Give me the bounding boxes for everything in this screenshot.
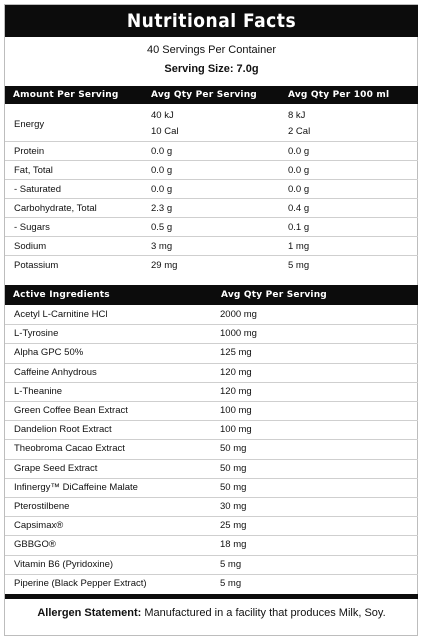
nutrient-per-serving: 2.3 g <box>151 203 173 214</box>
nutrient-per-100ml: 8 kJ <box>288 110 306 121</box>
row-divider <box>5 343 418 344</box>
header-avg-qty-per-100ml: Avg Qty Per 100 ml <box>288 90 390 100</box>
row-divider <box>5 217 418 218</box>
ingredient-qty: 1000 mg <box>220 328 257 339</box>
row-divider <box>5 516 418 517</box>
row-divider <box>5 382 418 383</box>
row-divider <box>5 179 418 180</box>
nutrient-name: Fat, Total <box>14 165 53 176</box>
row-divider <box>5 141 418 142</box>
ingredient-qty: 25 mg <box>220 520 247 531</box>
ingredient-name: Pterostilbene <box>14 501 70 512</box>
nutrient-per-serving: 40 kJ <box>151 110 174 121</box>
nutrient-per-serving: 0.0 g <box>151 184 173 195</box>
ingredient-name: Grape Seed Extract <box>14 463 98 474</box>
nutrient-per-100ml: 0.1 g <box>288 222 310 233</box>
nutrient-name: Sodium <box>14 241 47 252</box>
ingredient-qty: 5 mg <box>220 559 242 570</box>
ingredient-name: Capsimax® <box>14 520 64 531</box>
ingredient-qty: 50 mg <box>220 443 247 454</box>
row-divider <box>5 324 418 325</box>
nutrient-per-100ml-cal: 2 Cal <box>288 126 311 137</box>
ingredient-name: L-Tyrosine <box>14 328 59 339</box>
nutrient-per-serving: 0.5 g <box>151 222 173 233</box>
nutrient-per-100ml: 0.0 g <box>288 146 310 157</box>
row-divider <box>5 401 418 402</box>
row-divider <box>5 198 418 199</box>
ingredient-qty: 50 mg <box>220 482 247 493</box>
ingredient-qty: 120 mg <box>220 367 252 378</box>
ingredient-qty: 5 mg <box>220 578 242 589</box>
allergen-statement <box>5 607 418 619</box>
row-divider <box>5 160 418 161</box>
ingredient-name: Theobroma Cacao Extract <box>14 443 125 454</box>
allergen-divider <box>5 594 418 599</box>
allergen-text: Manufactured in a facility that produces Milk, Soy. <box>141 607 386 619</box>
nutrient-per-100ml: 0.0 g <box>288 165 310 176</box>
row-divider <box>5 363 418 364</box>
nutrient-name: Potassium <box>14 260 59 271</box>
nutrient-name: Energy <box>14 119 45 130</box>
header-active-ingredients: Active Ingredients <box>13 290 110 300</box>
row-divider <box>5 535 418 536</box>
ingredient-qty: 100 mg <box>220 405 252 416</box>
ingredient-qty: 120 mg <box>220 386 252 397</box>
row-divider <box>5 236 418 237</box>
header-avg-qty-per-serving: Avg Qty Per Serving <box>151 90 257 100</box>
nutrient-per-100ml: 0.0 g <box>288 184 310 195</box>
nutrient-per-100ml: 5 mg <box>288 260 310 271</box>
ingredient-qty: 50 mg <box>220 463 247 474</box>
nutrient-name: - Saturated <box>14 184 61 195</box>
row-divider <box>5 478 418 479</box>
nutrient-name: - Sugars <box>14 222 50 233</box>
nutrient-per-serving: 29 mg <box>151 260 178 271</box>
nutrient-per-serving-cal: 10 Cal <box>151 126 179 137</box>
nutrient-per-100ml: 0.4 g <box>288 203 310 214</box>
row-divider <box>5 420 418 421</box>
ingredient-name: GBBGO® <box>14 539 56 550</box>
active-header-band <box>5 285 418 305</box>
ingredient-qty: 30 mg <box>220 501 247 512</box>
ingredient-name: Vitamin B6 (Pyridoxine) <box>14 559 114 570</box>
ingredient-name: Green Coffee Bean Extract <box>14 405 128 416</box>
ingredient-name: Dandelion Root Extract <box>14 424 112 435</box>
servings-per-container: 40 Servings Per Container <box>146 44 276 56</box>
ingredient-qty: 100 mg <box>220 424 252 435</box>
ingredient-name: Acetyl L-Carnitine HCl <box>14 309 108 320</box>
row-divider <box>5 574 418 575</box>
row-divider <box>5 459 418 460</box>
row-divider <box>5 497 418 498</box>
ingredient-qty: 2000 mg <box>220 309 257 320</box>
nutrient-name: Carbohydrate, Total <box>14 203 97 214</box>
ingredient-qty: 125 mg <box>220 347 252 358</box>
allergen-label: Allergen Statement: <box>37 607 142 619</box>
row-divider <box>5 439 418 440</box>
nutrient-per-serving: 0.0 g <box>151 146 173 157</box>
row-divider <box>5 255 418 256</box>
ingredient-name: L-Theanine <box>14 386 63 397</box>
nutrient-per-serving: 0.0 g <box>151 165 173 176</box>
header-amount-per-serving: Amount Per Serving <box>13 90 119 100</box>
header-active-qty-per-serving: Avg Qty Per Serving <box>221 290 327 300</box>
nutrient-per-serving: 3 mg <box>151 241 173 252</box>
ingredient-name: Infinergy™ DiCaffeine Malate <box>14 482 138 493</box>
nutrient-per-100ml: 1 mg <box>288 241 310 252</box>
nutrition-header-band <box>5 86 418 104</box>
nutrient-name: Protein <box>14 146 45 157</box>
ingredient-qty: 18 mg <box>220 539 247 550</box>
panel-title: Nutritional Facts <box>5 5 418 37</box>
ingredient-name: Alpha GPC 50% <box>14 347 84 358</box>
ingredient-name: Caffeine Anhydrous <box>14 367 97 378</box>
ingredient-name: Piperine (Black Pepper Extract) <box>14 578 147 589</box>
serving-size: Serving Size: 7.0g <box>164 63 259 75</box>
row-divider <box>5 555 418 556</box>
